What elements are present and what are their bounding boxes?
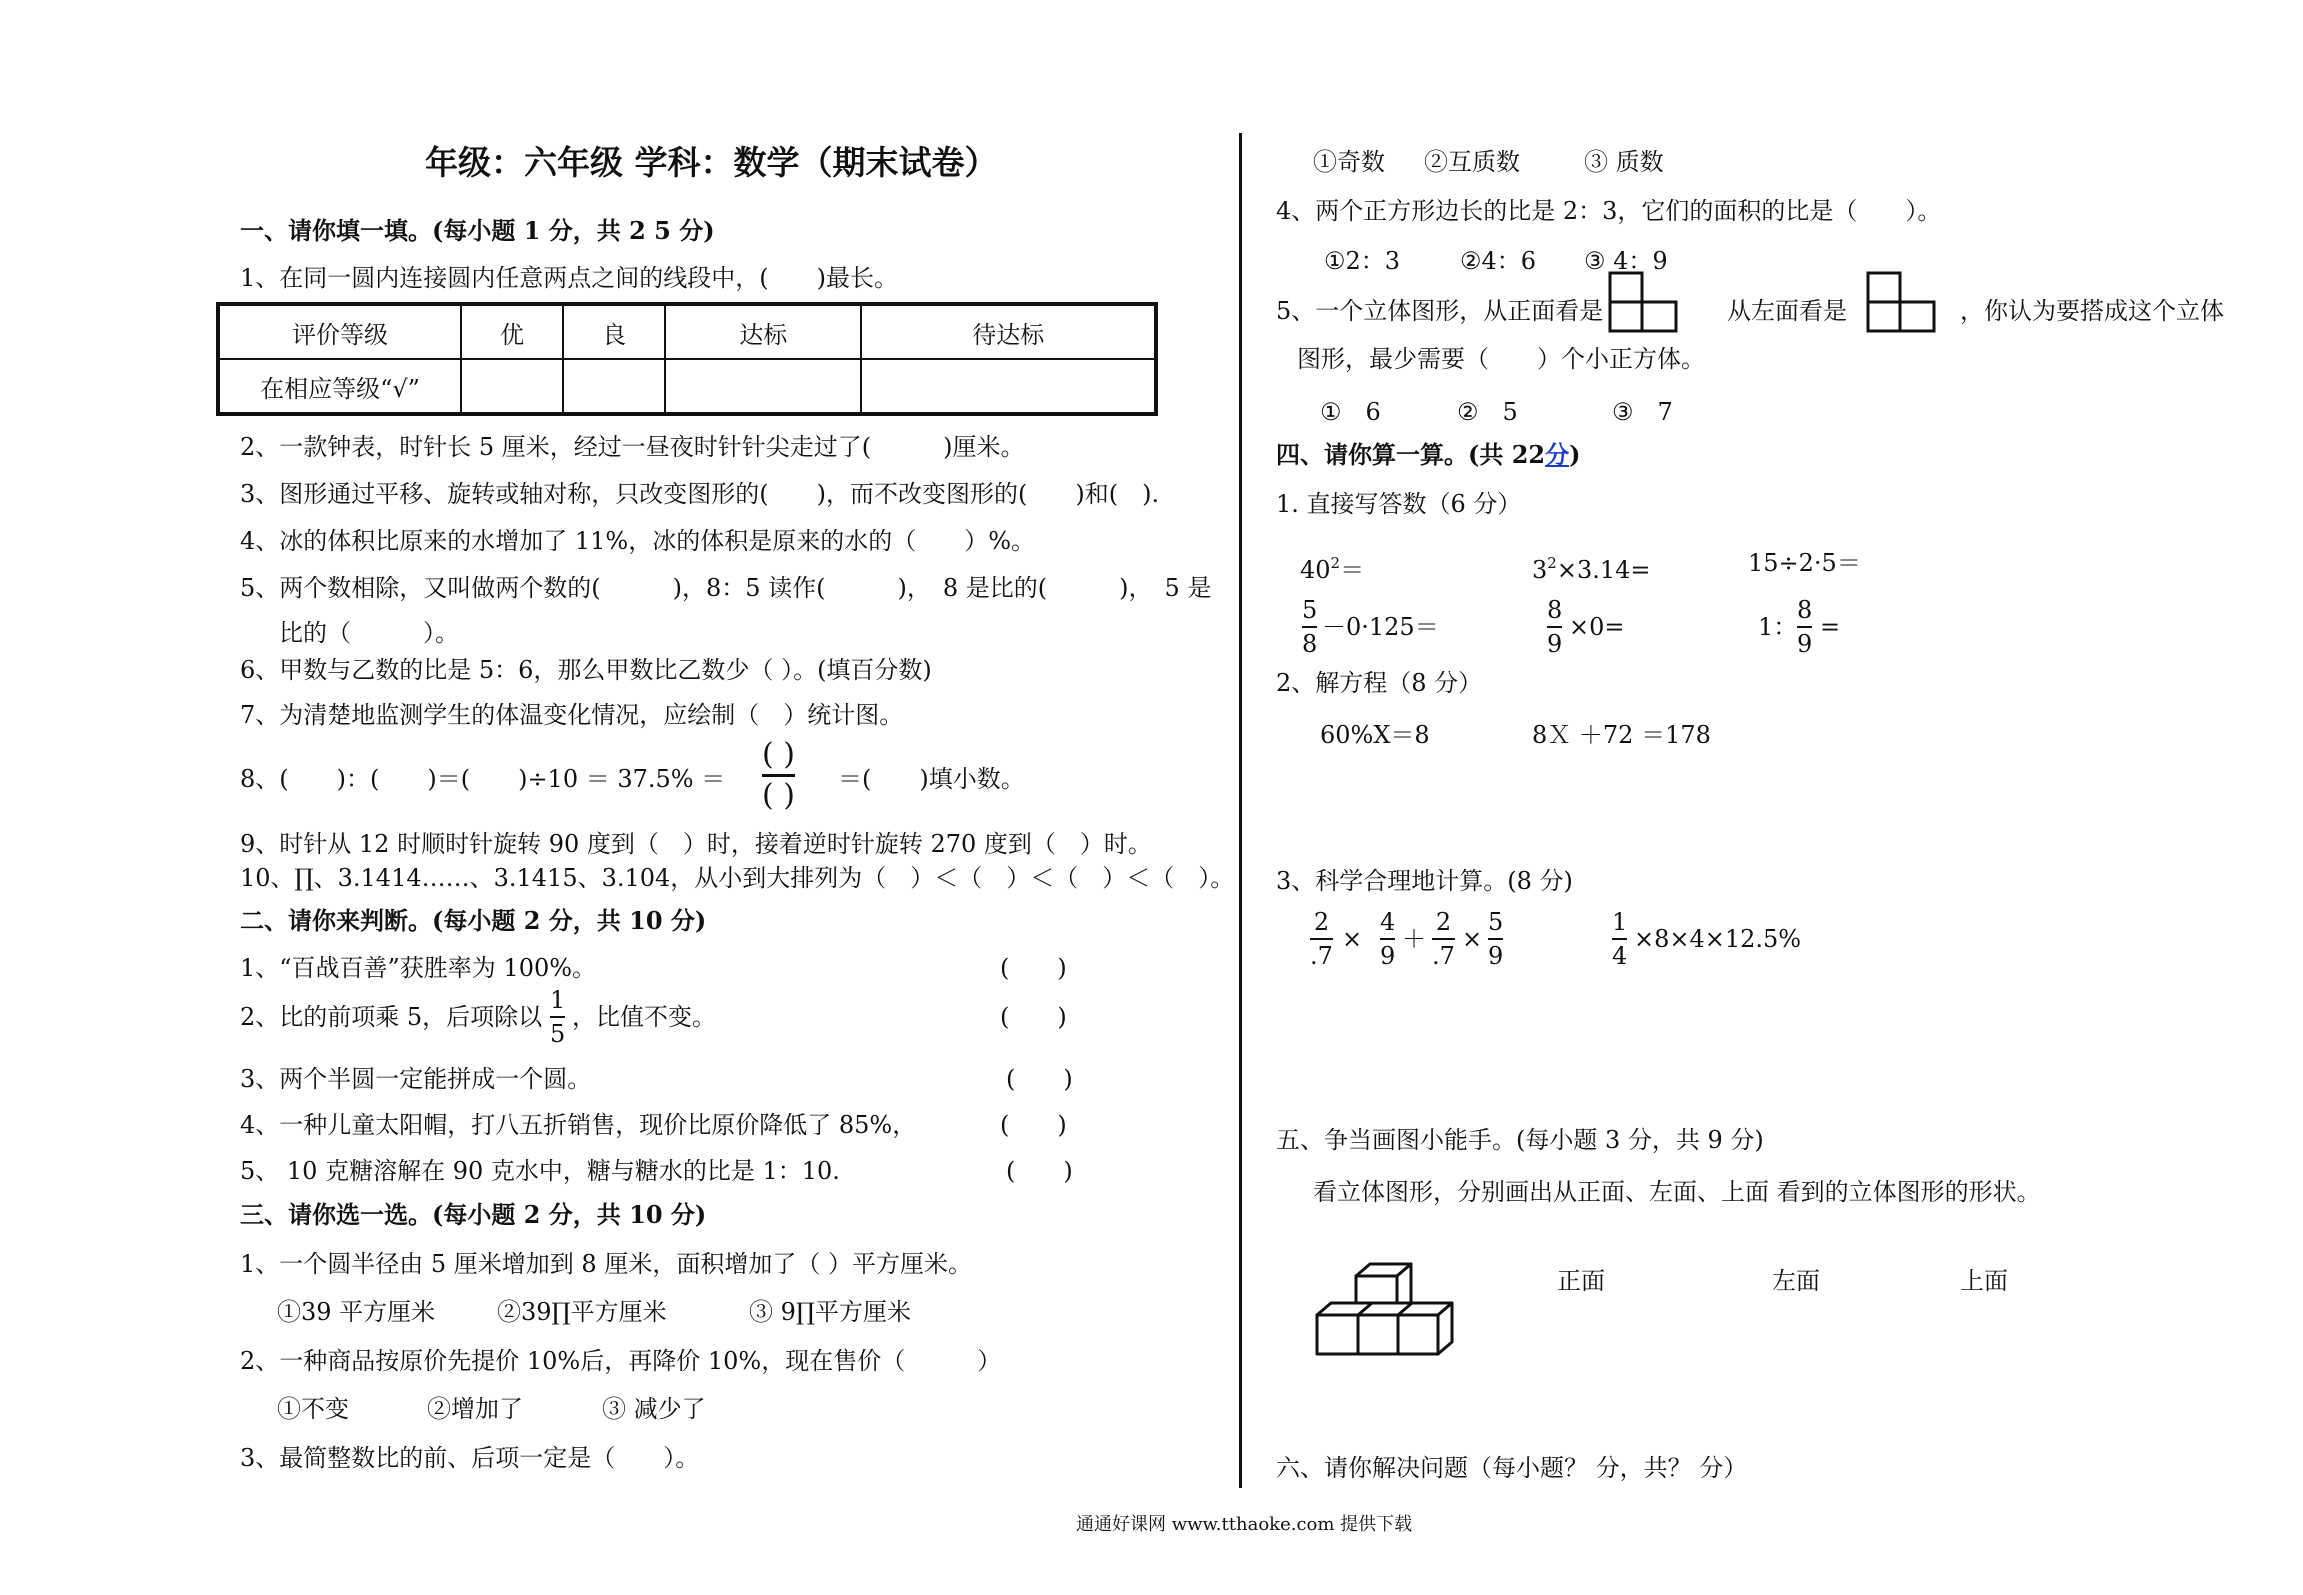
fraction-numerator: 2 [1435, 908, 1452, 936]
judge-item: 5、 10 克糖溶解在 90 克水中，糖与糖水的比是 1：10. [240, 1157, 840, 1185]
fraction-numerator: 4 [1380, 908, 1396, 936]
s1-question-5-cont: 比的（ ）。 [279, 619, 459, 647]
calc-exponent: 2 [1547, 554, 1557, 572]
judge-item-tail: ，比值不变。 [572, 1003, 716, 1031]
section-3-heading: 三、请你选一选。(每小题 2 分，共 10 分) [240, 1200, 707, 1229]
s4-sub-2: 2、解方程（8 分） [1276, 669, 1483, 697]
judge-item: 3、两个半圆一定能拼成一个圆。 [240, 1065, 592, 1093]
s1-question-7: 7、为清楚地监测学生的体温变化情况，应绘制（ ）统计图。 [240, 701, 904, 729]
s3-question-5-mid: 从左面看是 [1727, 297, 1847, 325]
fraction-denominator: .7 [1432, 942, 1455, 970]
grade-answer-cell[interactable] [563, 359, 665, 414]
judge-bracket[interactable]: ( ) [1006, 1157, 1073, 1185]
section-1-heading: 一、请你填一填。(每小题 1 分，共 2 5 分) [240, 216, 715, 245]
s3-option[interactable]: ③ 质数 [1584, 148, 1664, 176]
left-view-shape [1866, 271, 1938, 333]
q8-fraction [762, 738, 795, 813]
judge-bracket[interactable]: ( ) [1000, 954, 1067, 982]
view-label-top: 上面 [1960, 1267, 2008, 1295]
calc-tail: ＝ [1340, 556, 1365, 584]
s1-question-8: 8、( )：( )＝( )÷10 ＝ 37.5% ＝ [240, 765, 726, 793]
grade-table-header-row [218, 304, 1156, 359]
fraction-denominator: 9 [1797, 630, 1813, 658]
judge-bracket[interactable]: ( ) [1006, 1065, 1073, 1093]
fraction-numerator: 5 [1302, 596, 1318, 624]
calc-fraction [1310, 908, 1333, 970]
judge-item: 4、一种儿童太阳帽，打八五折销售，现价比原价降低了 85%， [240, 1111, 917, 1139]
fraction-denominator: 8 [1302, 630, 1318, 658]
calc-operator: × [1462, 925, 1483, 953]
s3-question-3: 3、最简整数比的前、后项一定是（ ）。 [240, 1444, 700, 1472]
fraction-denominator: 9 [1380, 942, 1396, 970]
calc-expression [1532, 548, 1650, 585]
calc-base: 40 [1300, 556, 1331, 584]
s3-option[interactable]: ① 6 [1320, 398, 1381, 426]
fraction-bar [1432, 938, 1455, 940]
fraction-denominator: .7 [1310, 942, 1333, 970]
calc-tail: －0·125＝ [1322, 613, 1439, 641]
s1-question-10: 10、∏、3.1414……、3.1415、3.104，从小到大排列为（ ）＜（ ）＜（ ）＜（ ）。 [240, 864, 1235, 892]
section-4-heading-close: ) [1569, 440, 1581, 469]
s3-option[interactable]: ①39 平方厘米 [277, 1298, 436, 1326]
page-footer: 通通好课网 www.tthaoke.com 提供下载 [1076, 1514, 1413, 1535]
calc-head: 1： [1758, 613, 1798, 641]
grade-answer-cell[interactable] [461, 359, 563, 414]
section-4-heading-link[interactable]: 分 [1545, 440, 1570, 469]
fraction-numerator: 1 [1612, 908, 1628, 936]
grade-header-cell: 待达标 [861, 304, 1156, 359]
calc-fraction [1612, 908, 1627, 970]
fraction-denominator: 4 [1612, 942, 1628, 970]
grade-header-cell: 评价等级 [218, 304, 461, 359]
s3-option[interactable]: ③ 9∏平方厘米 [749, 1298, 911, 1326]
calc-tail: ×0= [1569, 613, 1625, 641]
s3-option[interactable]: ③ 7 [1612, 398, 1673, 426]
s3-question-1: 1、一个圆半径由 5 厘米增加到 8 厘米，面积增加了（ ）平方厘米。 [240, 1250, 972, 1278]
fraction-bar [1797, 626, 1812, 628]
judge-item: 2、比的前项乘 5，后项除以 [240, 1003, 543, 1031]
s5-description: 看立体图形，分别画出从正面、左面、上面 看到的立体图形的形状。 [1313, 1178, 2041, 1206]
calc-tail: = [1820, 613, 1841, 641]
s3-option[interactable]: ②4：6 [1460, 247, 1537, 275]
s3-option[interactable]: ①2：3 [1324, 247, 1401, 275]
s3-option[interactable]: ② 5 [1457, 398, 1518, 426]
fraction-bar [762, 774, 795, 777]
grade-header-cell: 良 [563, 304, 665, 359]
grade-answer-cell[interactable] [861, 359, 1156, 414]
fraction-bar [550, 1016, 565, 1018]
s1-question-3: 3、图形通过平移、旋转或轴对称，只改变图形的( )，而不改变图形的( )和( ). [240, 480, 1160, 508]
fraction-numerator: 8 [1547, 596, 1563, 624]
s3-option[interactable]: ③ 4：9 [1584, 247, 1668, 275]
grade-table-answer-row [218, 359, 1156, 414]
section-4-heading-text: 四、请你算一算。(共 22 [1276, 440, 1546, 469]
fraction-denominator: ( ) [762, 778, 795, 813]
judge-fraction [550, 986, 565, 1048]
section-5-heading: 五、争当画图小能手。(每小题 3 分，共 9 分) [1276, 1126, 1764, 1154]
s3-option[interactable]: ①奇数 [1313, 148, 1385, 176]
section-4-heading [1276, 440, 1580, 470]
calc-exponent: 2 [1330, 554, 1341, 572]
s3-question-5-tail: ，你认为要搭成这个立体 [1960, 297, 2224, 325]
grade-table [216, 302, 1158, 416]
fraction-bar [1310, 938, 1333, 940]
s3-option[interactable]: ②互质数 [1424, 148, 1520, 176]
calc-fraction [1547, 596, 1562, 658]
calc-fraction [1432, 908, 1455, 970]
s3-question-5-cont: 图形，最少需要（ ）个小正方体。 [1297, 345, 1705, 373]
column-divider [1239, 133, 1242, 1488]
view-label-front: 正面 [1557, 1267, 1605, 1295]
fraction-bar [1612, 938, 1627, 940]
s1-question-6: 6、甲数与乙数的比是 5：6，那么甲数比乙数少（ ）。(填百分数) [240, 656, 932, 684]
s4-sub-3: 3、科学合理地计算。(8 分) [1276, 867, 1573, 895]
s4-sub-1: 1. 直接写答数（6 分） [1276, 490, 1522, 518]
grade-answer-cell[interactable] [665, 359, 861, 414]
fraction-numerator: 8 [1797, 596, 1813, 624]
fraction-bar [1380, 938, 1395, 940]
s3-option[interactable]: ①不变 [277, 1395, 349, 1423]
calc-fraction [1302, 596, 1317, 658]
fraction-denominator: 5 [550, 1020, 566, 1048]
view-label-left: 左面 [1772, 1267, 1820, 1295]
section-6-heading: 六、请你解决问题（每小题？ 分，共？ 分） [1276, 1454, 1748, 1482]
s1-question-1: 1、在同一圆内连接圆内任意两点之间的线段中，( )最长。 [240, 264, 898, 292]
grade-header-cell: 优 [461, 304, 563, 359]
s1-question-5: 5、两个数相除，又叫做两个数的( )，8：5 读作( )， 8 是比的( )， 5 是 [240, 574, 1212, 602]
s1-question-2: 2、一款钟表，时针长 5 厘米，经过一昼夜时针针尖走过了( )厘米。 [240, 433, 1025, 461]
s1-question-9: 9、时针从 12 时顺时针旋转 90 度到（ ）时，接着逆时针旋转 270 度到（ ）时。 [240, 830, 1152, 858]
calc-base: 3 [1532, 556, 1548, 584]
fraction-numerator: ( ) [762, 737, 795, 772]
calc-expression [1300, 548, 1364, 585]
fraction-denominator: 9 [1547, 630, 1563, 658]
judge-item: 1、“百战百善”获胜率为 100%。 [240, 954, 597, 982]
calc-fraction [1797, 596, 1812, 658]
calc-fraction [1380, 908, 1395, 970]
s3-option[interactable]: ②增加了 [427, 1395, 523, 1423]
equation: 8Ｘ ＋72 ＝178 [1532, 721, 1711, 749]
front-view-shape [1608, 271, 1680, 333]
s1-question-4: 4、冰的体积比原来的水增加了 11%，冰的体积是原来的水的（ ）%。 [240, 527, 1036, 555]
fraction-bar [1547, 626, 1562, 628]
page-title: 年级：六年级 学科：数学（期末试卷） [425, 143, 998, 182]
calc-operator: ＋ [1402, 925, 1426, 953]
fraction-bar [1302, 626, 1317, 628]
section-2-heading: 二、请你来判断。(每小题 2 分，共 10 分) [240, 906, 707, 935]
stacked-cubes-figure [1290, 1262, 1470, 1390]
judge-bracket[interactable]: ( ) [1000, 1003, 1067, 1031]
calc-tail: ×3.14= [1556, 556, 1651, 584]
fraction-numerator: 2 [1313, 908, 1330, 936]
grade-header-cell: 达标 [665, 304, 861, 359]
calc-operator: × [1342, 925, 1363, 953]
s3-question-2: 2、一种商品按原价先提价 10%后，再降价 10%，现在售价（ ） [240, 1347, 1002, 1375]
fraction-bar [1488, 938, 1503, 940]
judge-bracket[interactable]: ( ) [1000, 1111, 1067, 1139]
s3-option[interactable]: ③ 减少了 [602, 1395, 706, 1423]
calc-fraction [1488, 908, 1503, 970]
fraction-numerator: 1 [550, 986, 566, 1014]
fraction-numerator: 5 [1488, 908, 1504, 936]
equation: 60%X＝8 [1320, 721, 1430, 749]
s3-question-5: 5、一个立体图形，从正面看是 [1276, 297, 1604, 325]
s3-option[interactable]: ②39∏平方厘米 [497, 1298, 667, 1326]
grade-row-label: 在相应等级“√” [218, 359, 461, 414]
calc-tail: ×8×4×12.5% [1634, 925, 1802, 953]
s1-question-8-tail: ＝( )填小数。 [838, 765, 1025, 793]
fraction-denominator: 9 [1488, 942, 1504, 970]
calc-expression: 15÷2·5＝ [1748, 549, 1861, 577]
s3-question-4: 4、两个正方形边长的比是 2：3，它们的面积的比是（ ）。 [1276, 197, 1942, 225]
